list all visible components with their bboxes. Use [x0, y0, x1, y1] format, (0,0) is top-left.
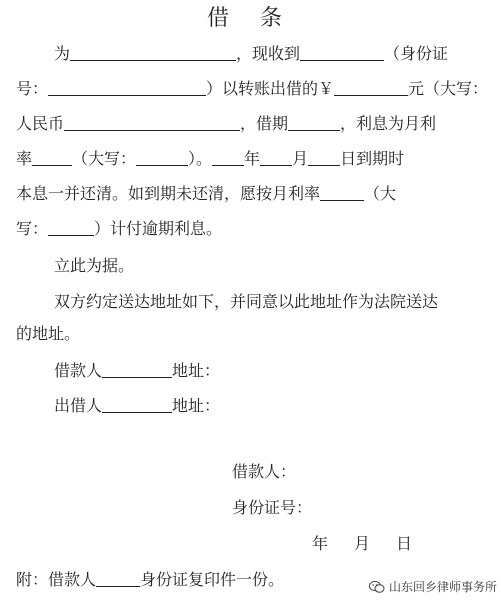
iou-line-5: 本息一并还清。如到期未还清，愿按月利率 （大 — [16, 184, 397, 203]
lender-address-line: 出借人 地址： — [54, 396, 221, 415]
borrower-address-line: 借款人 地址： — [54, 361, 221, 380]
iou-line-2: 号： ）以转账出借的￥ 元（大写： — [16, 79, 489, 98]
iou-line-4: 率 （大写： ）。 年 月 日到期时 — [16, 149, 405, 168]
document-title: 借 条 — [207, 6, 294, 31]
watermark: 山东回乡律师事务所 — [369, 578, 497, 596]
id-number-label: 身份证号： — [232, 498, 313, 517]
address-clause-line-1: 双方约定送达地址如下，并同意以此地址作为法院送达 — [54, 292, 439, 311]
wechat-icon — [369, 580, 385, 594]
attachment-note: 附：借款人 身份证复印件一份。 — [16, 570, 285, 589]
iou-line-1: 为 ，现收到 （身份证 — [54, 44, 449, 63]
borrower-signature-label: 借款人： — [232, 462, 297, 481]
iou-line-6: 写： ）计付逾期利息。 — [16, 219, 223, 238]
signature-date: 年 月 日 — [312, 534, 413, 553]
address-clause-line-2: 的地址。 — [16, 324, 81, 343]
iou-line-3: 人民币 ，借期 ，利息为月利 — [16, 114, 437, 133]
conclusion-text: 立此为据。 — [54, 256, 135, 275]
